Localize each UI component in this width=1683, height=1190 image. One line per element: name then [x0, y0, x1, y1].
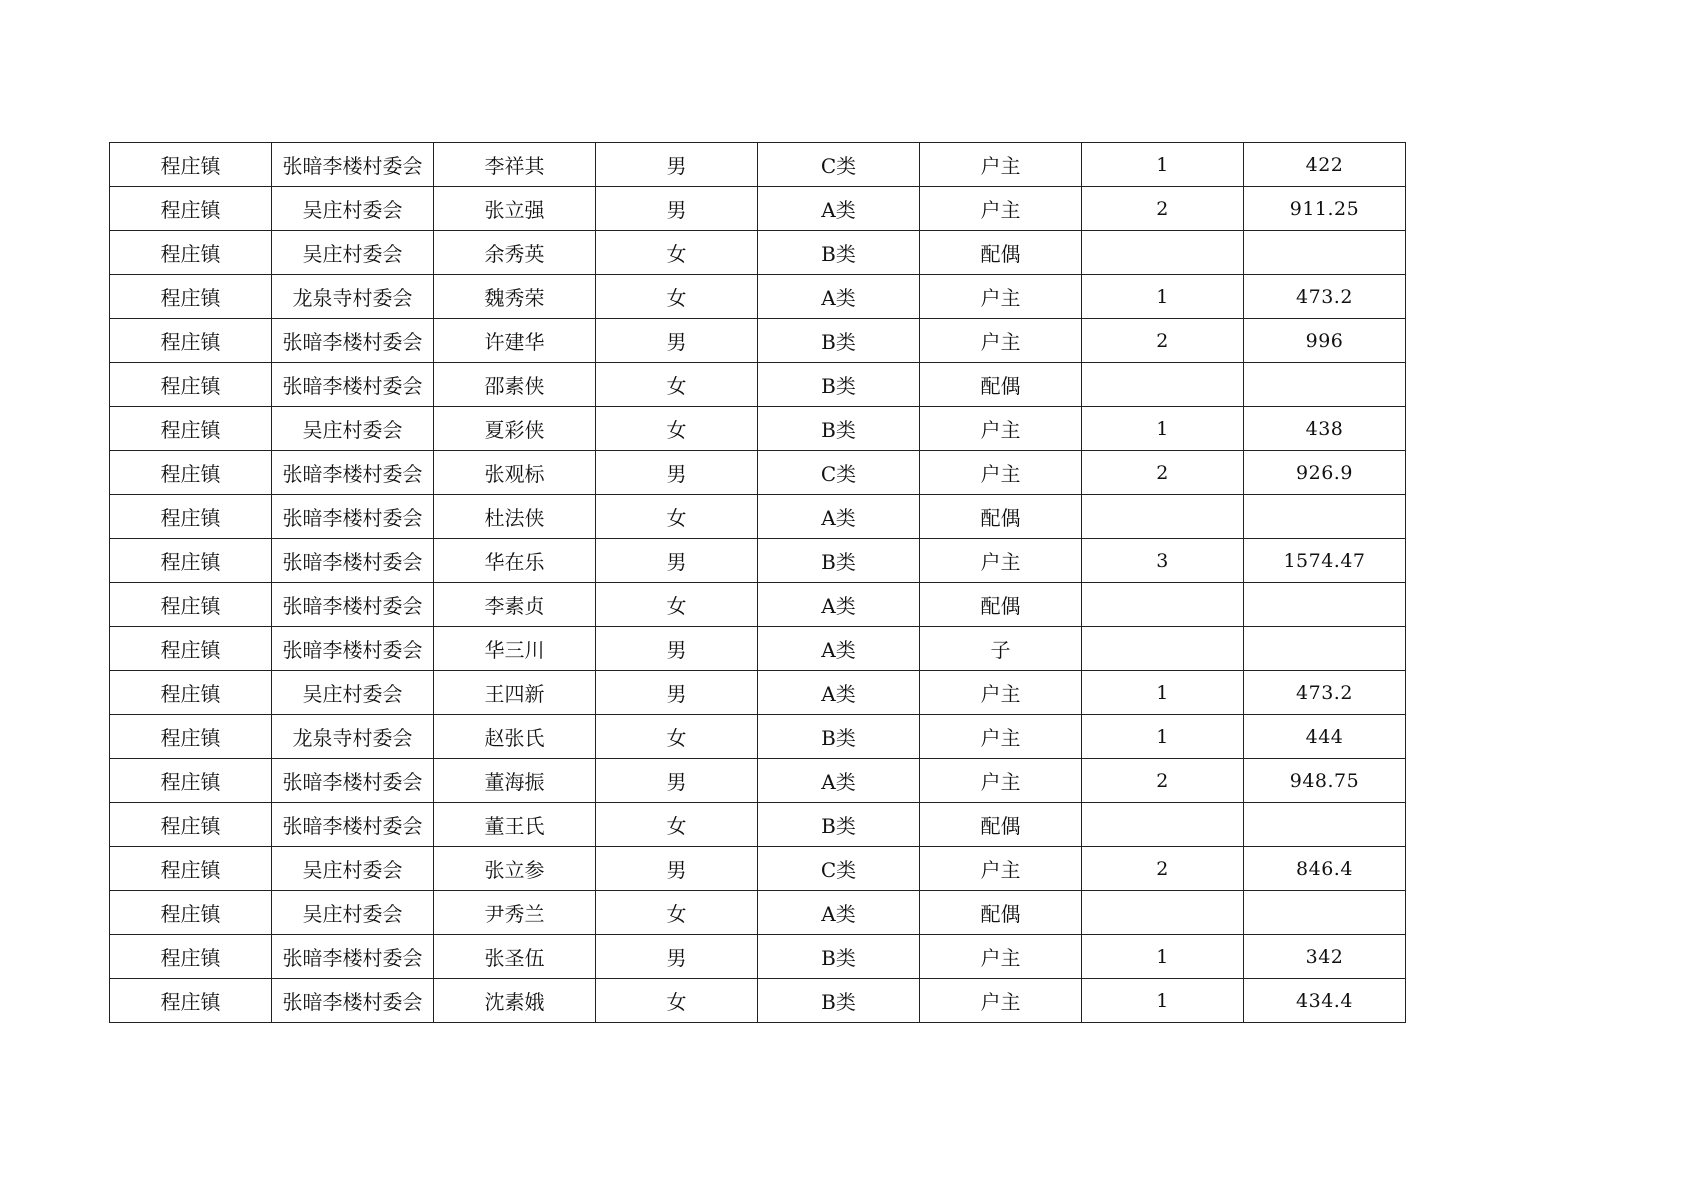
- cell-household-count: [1082, 583, 1244, 627]
- table-row: [110, 759, 1406, 803]
- cell-household-count: [1082, 803, 1244, 847]
- cell-category: A类: [758, 671, 920, 715]
- cell-town: 程庄镇: [110, 539, 272, 583]
- cell-category: B类: [758, 935, 920, 979]
- cell-town: 程庄镇: [110, 935, 272, 979]
- cell-name: 李素贞: [434, 583, 596, 627]
- cell-amount: 342: [1244, 935, 1406, 979]
- cell-amount: 911.25: [1244, 187, 1406, 231]
- cell-amount: 422: [1244, 143, 1406, 187]
- data-table: [109, 142, 1406, 1023]
- cell-village: 张暗李楼村委会: [272, 539, 434, 583]
- cell-name: 杜法侠: [434, 495, 596, 539]
- table-row: [110, 935, 1406, 979]
- table-row: [110, 539, 1406, 583]
- cell-gender: 男: [596, 935, 758, 979]
- cell-village: 张暗李楼村委会: [272, 363, 434, 407]
- cell-relation: 户主: [920, 187, 1082, 231]
- cell-village: 张暗李楼村委会: [272, 451, 434, 495]
- table-row: [110, 319, 1406, 363]
- cell-gender: 女: [596, 363, 758, 407]
- cell-amount: [1244, 495, 1406, 539]
- cell-village: 张暗李楼村委会: [272, 143, 434, 187]
- cell-category: A类: [758, 891, 920, 935]
- cell-village: 龙泉寺村委会: [272, 715, 434, 759]
- cell-relation: 户主: [920, 407, 1082, 451]
- cell-town: 程庄镇: [110, 847, 272, 891]
- cell-town: 程庄镇: [110, 319, 272, 363]
- cell-household-count: 3: [1082, 539, 1244, 583]
- cell-household-count: [1082, 231, 1244, 275]
- cell-gender: 女: [596, 495, 758, 539]
- cell-category: A类: [758, 495, 920, 539]
- cell-name: 张立强: [434, 187, 596, 231]
- cell-gender: 女: [596, 583, 758, 627]
- cell-village: 张暗李楼村委会: [272, 759, 434, 803]
- cell-category: B类: [758, 319, 920, 363]
- cell-town: 程庄镇: [110, 363, 272, 407]
- cell-household-count: [1082, 495, 1244, 539]
- cell-gender: 男: [596, 187, 758, 231]
- cell-village: 吴庄村委会: [272, 231, 434, 275]
- cell-name: 张圣伍: [434, 935, 596, 979]
- cell-amount: 444: [1244, 715, 1406, 759]
- cell-gender: 女: [596, 803, 758, 847]
- cell-amount: [1244, 583, 1406, 627]
- cell-category: A类: [758, 583, 920, 627]
- cell-category: B类: [758, 715, 920, 759]
- cell-category: B类: [758, 539, 920, 583]
- table-row: [110, 451, 1406, 495]
- cell-amount: 996: [1244, 319, 1406, 363]
- table-row: [110, 275, 1406, 319]
- cell-gender: 女: [596, 891, 758, 935]
- cell-village: 张暗李楼村委会: [272, 627, 434, 671]
- table-row: [110, 495, 1406, 539]
- cell-household-count: 1: [1082, 979, 1244, 1023]
- cell-amount: 473.2: [1244, 275, 1406, 319]
- table-row: [110, 979, 1406, 1023]
- cell-town: 程庄镇: [110, 627, 272, 671]
- cell-household-count: 1: [1082, 407, 1244, 451]
- table-row: [110, 407, 1406, 451]
- cell-gender: 女: [596, 979, 758, 1023]
- cell-category: B类: [758, 231, 920, 275]
- cell-village: 吴庄村委会: [272, 187, 434, 231]
- table-row: [110, 363, 1406, 407]
- cell-amount: 438: [1244, 407, 1406, 451]
- table-row: [110, 847, 1406, 891]
- cell-town: 程庄镇: [110, 143, 272, 187]
- cell-amount: [1244, 891, 1406, 935]
- cell-amount: 434.4: [1244, 979, 1406, 1023]
- cell-relation: 配偶: [920, 583, 1082, 627]
- cell-name: 董王氏: [434, 803, 596, 847]
- cell-gender: 男: [596, 847, 758, 891]
- cell-household-count: [1082, 891, 1244, 935]
- cell-gender: 男: [596, 143, 758, 187]
- cell-village: 张暗李楼村委会: [272, 935, 434, 979]
- cell-gender: 男: [596, 759, 758, 803]
- cell-category: B类: [758, 363, 920, 407]
- cell-village: 张暗李楼村委会: [272, 319, 434, 363]
- cell-town: 程庄镇: [110, 495, 272, 539]
- cell-relation: 配偶: [920, 495, 1082, 539]
- cell-gender: 男: [596, 451, 758, 495]
- cell-town: 程庄镇: [110, 715, 272, 759]
- cell-name: 张观标: [434, 451, 596, 495]
- cell-household-count: 2: [1082, 319, 1244, 363]
- cell-household-count: [1082, 627, 1244, 671]
- cell-amount: 473.2: [1244, 671, 1406, 715]
- cell-gender: 女: [596, 231, 758, 275]
- cell-relation: 户主: [920, 715, 1082, 759]
- cell-relation: 户主: [920, 671, 1082, 715]
- table-row: [110, 583, 1406, 627]
- cell-amount: [1244, 803, 1406, 847]
- cell-village: 吴庄村委会: [272, 847, 434, 891]
- cell-amount: [1244, 231, 1406, 275]
- cell-relation: 配偶: [920, 891, 1082, 935]
- cell-name: 沈素娥: [434, 979, 596, 1023]
- cell-village: 龙泉寺村委会: [272, 275, 434, 319]
- cell-category: C类: [758, 143, 920, 187]
- cell-category: C类: [758, 451, 920, 495]
- table-row: [110, 187, 1406, 231]
- cell-name: 邵素侠: [434, 363, 596, 407]
- cell-town: 程庄镇: [110, 583, 272, 627]
- cell-amount: 948.75: [1244, 759, 1406, 803]
- table-row: [110, 231, 1406, 275]
- cell-relation: 子: [920, 627, 1082, 671]
- cell-household-count: 2: [1082, 187, 1244, 231]
- cell-category: A类: [758, 187, 920, 231]
- cell-household-count: 1: [1082, 671, 1244, 715]
- cell-category: A类: [758, 627, 920, 671]
- cell-relation: 配偶: [920, 363, 1082, 407]
- cell-name: 王四新: [434, 671, 596, 715]
- cell-relation: 户主: [920, 935, 1082, 979]
- cell-household-count: 2: [1082, 451, 1244, 495]
- cell-town: 程庄镇: [110, 187, 272, 231]
- cell-name: 张立参: [434, 847, 596, 891]
- cell-gender: 女: [596, 715, 758, 759]
- cell-household-count: [1082, 363, 1244, 407]
- cell-village: 吴庄村委会: [272, 891, 434, 935]
- cell-town: 程庄镇: [110, 275, 272, 319]
- cell-category: B类: [758, 407, 920, 451]
- cell-name: 华在乐: [434, 539, 596, 583]
- table-row: [110, 627, 1406, 671]
- cell-category: A类: [758, 275, 920, 319]
- cell-gender: 男: [596, 539, 758, 583]
- cell-relation: 配偶: [920, 803, 1082, 847]
- cell-name: 华三川: [434, 627, 596, 671]
- cell-relation: 配偶: [920, 231, 1082, 275]
- cell-name: 赵张氏: [434, 715, 596, 759]
- cell-name: 魏秀荣: [434, 275, 596, 319]
- cell-town: 程庄镇: [110, 451, 272, 495]
- cell-relation: 户主: [920, 275, 1082, 319]
- cell-household-count: 1: [1082, 935, 1244, 979]
- cell-gender: 女: [596, 407, 758, 451]
- cell-category: B类: [758, 979, 920, 1023]
- cell-name: 李祥其: [434, 143, 596, 187]
- cell-relation: 户主: [920, 451, 1082, 495]
- cell-household-count: 1: [1082, 143, 1244, 187]
- cell-name: 尹秀兰: [434, 891, 596, 935]
- cell-category: B类: [758, 803, 920, 847]
- cell-village: 吴庄村委会: [272, 407, 434, 451]
- cell-household-count: 2: [1082, 847, 1244, 891]
- table-row: [110, 143, 1406, 187]
- table-row: [110, 671, 1406, 715]
- cell-village: 张暗李楼村委会: [272, 803, 434, 847]
- cell-category: A类: [758, 759, 920, 803]
- table-row: [110, 803, 1406, 847]
- cell-relation: 户主: [920, 759, 1082, 803]
- cell-village: 张暗李楼村委会: [272, 583, 434, 627]
- cell-relation: 户主: [920, 143, 1082, 187]
- cell-gender: 女: [596, 275, 758, 319]
- table-row: [110, 715, 1406, 759]
- cell-amount: 926.9: [1244, 451, 1406, 495]
- cell-relation: 户主: [920, 979, 1082, 1023]
- cell-amount: [1244, 627, 1406, 671]
- cell-village: 张暗李楼村委会: [272, 495, 434, 539]
- cell-town: 程庄镇: [110, 803, 272, 847]
- cell-household-count: 1: [1082, 715, 1244, 759]
- cell-household-count: 2: [1082, 759, 1244, 803]
- cell-amount: 846.4: [1244, 847, 1406, 891]
- cell-town: 程庄镇: [110, 979, 272, 1023]
- cell-household-count: 1: [1082, 275, 1244, 319]
- cell-town: 程庄镇: [110, 759, 272, 803]
- cell-name: 余秀英: [434, 231, 596, 275]
- cell-name: 许建华: [434, 319, 596, 363]
- cell-town: 程庄镇: [110, 407, 272, 451]
- cell-amount: [1244, 363, 1406, 407]
- cell-relation: 户主: [920, 319, 1082, 363]
- cell-name: 夏彩侠: [434, 407, 596, 451]
- cell-town: 程庄镇: [110, 891, 272, 935]
- cell-gender: 男: [596, 627, 758, 671]
- cell-gender: 男: [596, 319, 758, 363]
- cell-town: 程庄镇: [110, 231, 272, 275]
- cell-village: 吴庄村委会: [272, 671, 434, 715]
- table-row: [110, 891, 1406, 935]
- cell-relation: 户主: [920, 539, 1082, 583]
- cell-amount: 1574.47: [1244, 539, 1406, 583]
- cell-village: 张暗李楼村委会: [272, 979, 434, 1023]
- cell-category: C类: [758, 847, 920, 891]
- table-body: [110, 143, 1406, 1023]
- cell-relation: 户主: [920, 847, 1082, 891]
- cell-gender: 男: [596, 671, 758, 715]
- cell-town: 程庄镇: [110, 671, 272, 715]
- cell-name: 董海振: [434, 759, 596, 803]
